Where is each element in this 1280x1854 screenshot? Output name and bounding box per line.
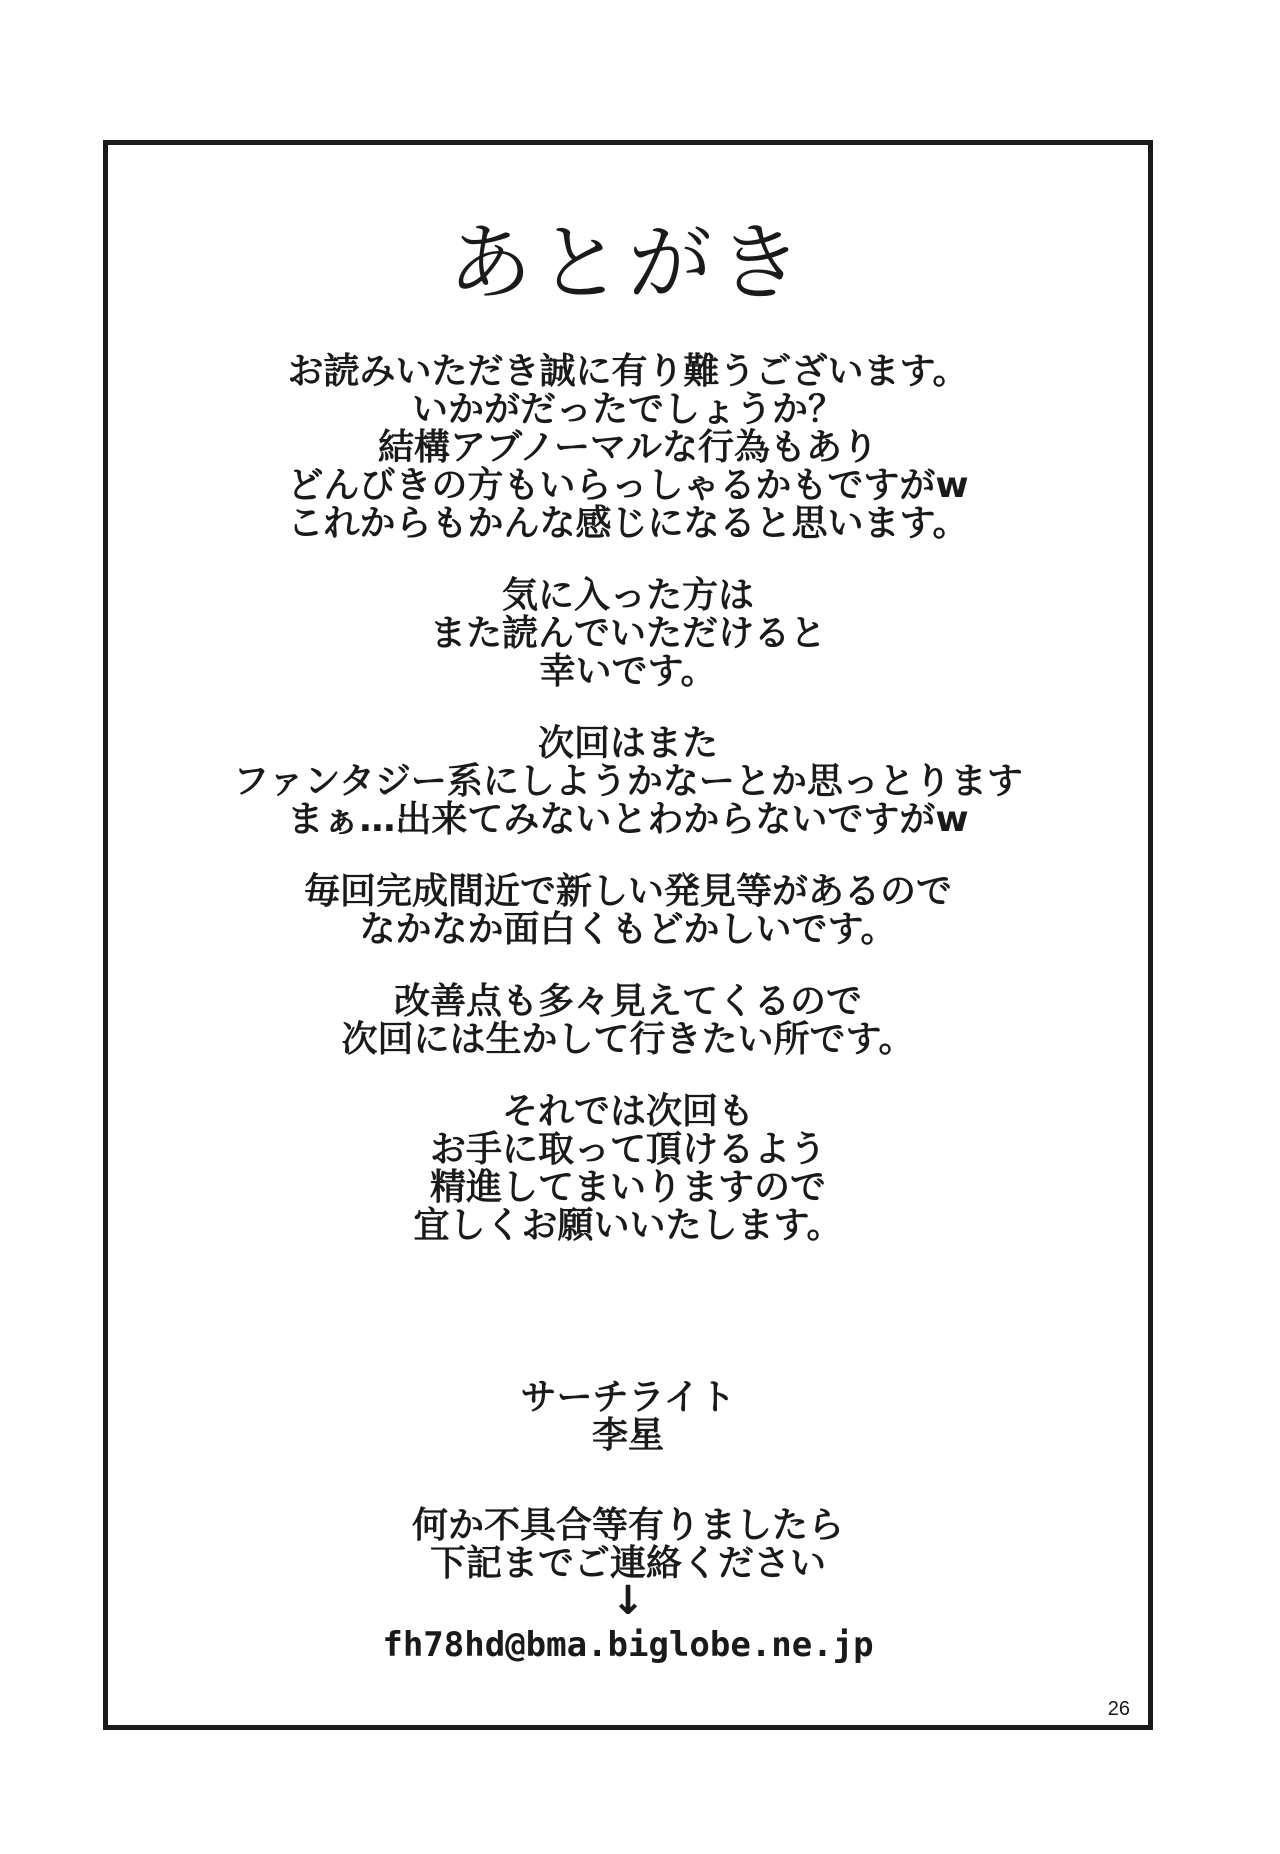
contact-info bbox=[108, 1507, 1148, 1667]
text-line: 幸いです。 bbox=[539, 651, 717, 692]
arrow-down-icon: ↓ bbox=[611, 1578, 645, 1624]
text-line: これからもかんな感じになると思います。 bbox=[287, 503, 969, 544]
page-title: あとがき bbox=[447, 214, 808, 312]
text-line: お手に取って頂けるよう bbox=[429, 1129, 826, 1170]
text-line: 精進してまいりますので bbox=[429, 1167, 826, 1208]
text-line: お読みいただき誠に有り難うございます。 bbox=[287, 351, 969, 392]
text-line: 次回には生かして行きたい所です。 bbox=[341, 1019, 915, 1060]
text-line: どんびきの方もいらっしゃるかもですがw bbox=[287, 465, 969, 506]
text-line: まぁ…出来てみないとわからないですがw bbox=[287, 799, 969, 840]
afterword-body bbox=[108, 353, 1148, 1279]
paragraph-improvements bbox=[108, 983, 1148, 1059]
contact-line: 何か不具合等有りましたら bbox=[411, 1505, 844, 1546]
text-line: ファンタジー系にしようかなーとか思っとります bbox=[233, 761, 1023, 802]
circle-name: サーチライト bbox=[520, 1377, 736, 1418]
text-line: 改善点も多々見えてくるので bbox=[393, 981, 862, 1022]
text-line: なかなか面白くもどかしいです。 bbox=[359, 909, 897, 950]
text-line: 結構アブノーマルな行為もあり bbox=[377, 427, 879, 468]
text-line: 気に入った方は bbox=[501, 575, 754, 616]
paragraph-thanks bbox=[108, 353, 1148, 543]
page-number: 26 bbox=[1107, 1698, 1130, 1720]
contact-email: fh78hd@bma.biglobe.ne.jp bbox=[382, 1625, 874, 1665]
text-line: また読んでいただけると bbox=[429, 613, 826, 654]
author-name: 李星 bbox=[591, 1415, 664, 1456]
text-line: いかがだったでしょうか？ bbox=[411, 389, 844, 430]
page-border-frame bbox=[103, 140, 1153, 1730]
contact-line: 下記までご連絡ください bbox=[429, 1543, 826, 1584]
paragraph-closing bbox=[108, 1093, 1148, 1245]
text-line: 毎回完成間近で新しい発見等があるので bbox=[303, 871, 952, 912]
text-line: 次回はまた bbox=[537, 723, 718, 764]
paragraph-read-again bbox=[108, 577, 1148, 691]
paragraph-next-time bbox=[108, 725, 1148, 839]
text-line: 宜しくお願いいたします。 bbox=[413, 1205, 843, 1246]
text-line: それでは次回も bbox=[501, 1091, 754, 1132]
paragraph-discoveries bbox=[108, 873, 1148, 949]
author-signature bbox=[108, 1379, 1148, 1455]
